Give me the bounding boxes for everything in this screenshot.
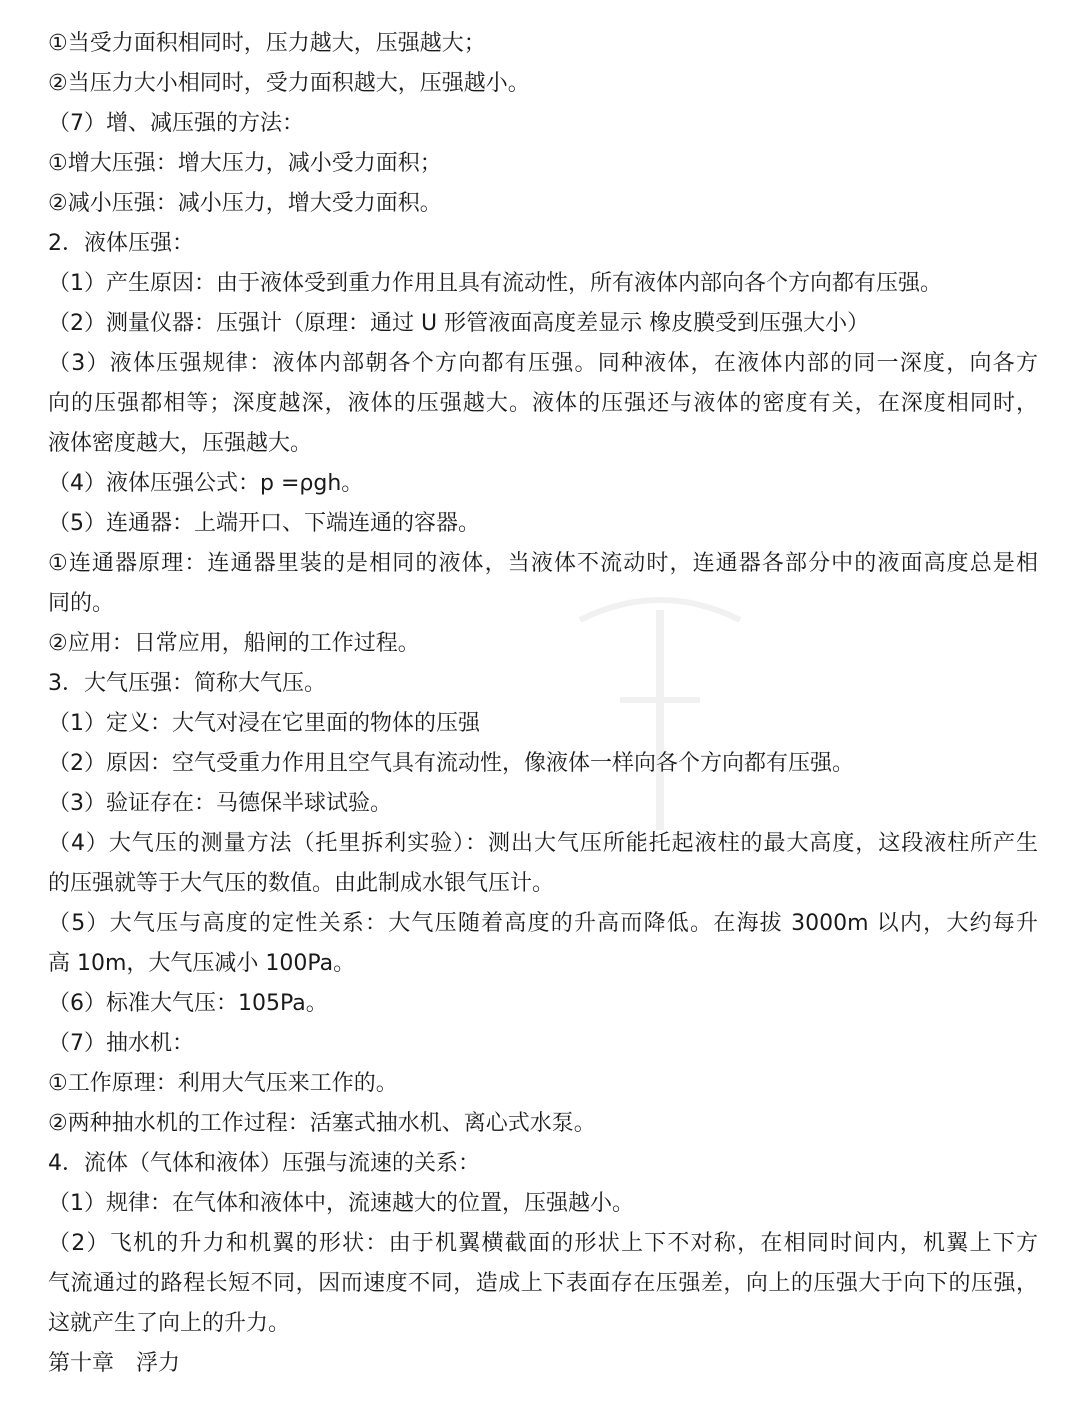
text-line: （1）定义：大气对浸在它里面的物体的压强 (48, 711, 480, 736)
text-line: （5）连通器：上端开口、下端连通的容器。 (48, 511, 480, 536)
text-line: ①工作原理：利用大气压来工作的。 (48, 1071, 398, 1096)
text-line: 液体密度越大，压强越大。 (48, 431, 313, 456)
text-line: （2）测量仪器：压强计（原理：通过 U 形管液面高度差显示 橡皮膜受到压强大小） (48, 311, 870, 336)
text-line: 第十章 浮力 (48, 1351, 181, 1376)
text-line: 3．大气压强：简称大气压。 (48, 671, 326, 696)
text-line: 这就产生了向上的升力。 (48, 1311, 291, 1336)
text-line: 的压强就等于大气压的数值。由此制成水银气压计。 (48, 871, 555, 896)
text-line: （5）大气压与高度的定性关系：大气压随着高度的升高而降低。在海拔 3000m 以内，大约每升 (48, 911, 1038, 936)
text-line: ①连通器原理：连通器里装的是相同的液体，当液体不流动时，连通器各部分中的液面高度总是相 (48, 551, 1038, 576)
text-line: （7）增、减压强的方法： (48, 111, 304, 136)
text-line: （6）标准大气压：105Pa。 (48, 991, 328, 1016)
document-page (48, 24, 1038, 1384)
text-line: ①增大压强：增大压力，减小受力面积； (48, 151, 442, 176)
text-line: （1）规律：在气体和液体中，流速越大的位置，压强越小。 (48, 1191, 634, 1216)
text-line: 4．流体（气体和液体）压强与流速的关系： (48, 1151, 480, 1176)
text-line: ②当压力大小相同时，受力面积越大，压强越小。 (48, 71, 530, 96)
text-line: （2）原因：空气受重力作用且空气具有流动性，像液体一样向各个方向都有压强。 (48, 751, 854, 776)
text-line: （4）大气压的测量方法（托里拆利实验）：测出大气压所能托起液柱的最大高度，这段液柱所产生 (48, 831, 1038, 856)
text-line: 同的。 (48, 591, 115, 616)
text-line: ②两种抽水机的工作过程：活塞式抽水机、离心式水泵。 (48, 1111, 596, 1136)
text-line: ②减小压强：减小压力，增大受力面积。 (48, 191, 442, 216)
text-line: （2）飞机的升力和机翼的形状：由于机翼横截面的形状上下不对称，在相同时间内，机翼上下方 (48, 1231, 1038, 1256)
text-line: ②应用：日常应用，船闸的工作过程。 (48, 631, 420, 656)
text-line: （7）抽水机： (48, 1031, 194, 1056)
text-line: ①当受力面积相同时，压力越大，压强越大； (48, 31, 486, 56)
text-line: 气流通过的路程长短不同，因而速度不同，造成上下表面存在压强差，向上的压强大于向下的压强， (48, 1271, 1038, 1296)
text-line: （3）液体压强规律：液体内部朝各个方向都有压强。同种液体，在液体内部的同一深度，向各方 (48, 351, 1038, 376)
text-line: （1）产生原因：由于液体受到重力作用且具有流动性，所有液体内部向各个方向都有压强。 (48, 271, 943, 296)
text-line: 向的压强都相等；深度越深，液体的压强越大。液体的压强还与液体的密度有关，在深度相同时， (48, 391, 1038, 416)
text-line: （4）液体压强公式：p =ρgh。 (48, 471, 364, 496)
text-line: （3）验证存在：马德保半球试验。 (48, 791, 392, 816)
text-line: 高 10m，大气压减小 100Pa。 (48, 951, 356, 976)
text-line: 2．液体压强： (48, 231, 194, 256)
